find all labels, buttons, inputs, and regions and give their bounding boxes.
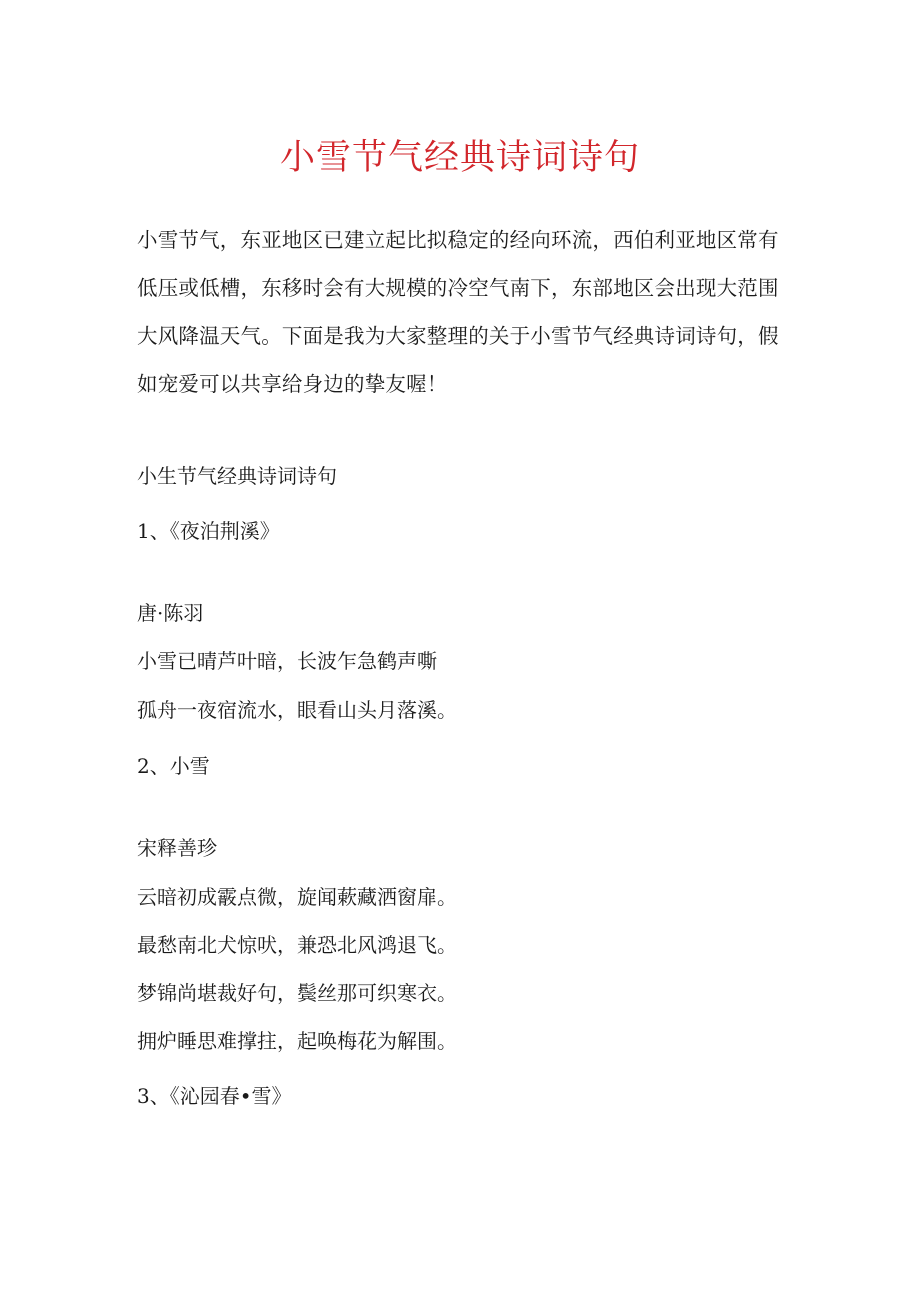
document-title: 小雪节气经典诗词诗句 [279, 138, 640, 178]
poem-1-author: 唐·陈羽 [137, 601, 204, 625]
poem-1-line: 小雪已晴芦叶暗，长波乍急鹤声嘶 [137, 649, 437, 673]
poem-2-heading: 2、小雪 [137, 754, 210, 778]
poem-2-line: 云暗初成霰点微，旋闻蔌藏洒窗扉。 [137, 885, 457, 909]
poem-1-heading: 1、《夜泊荆溪》 [137, 519, 280, 543]
poem-2-line: 梦锦尚堪裁好句，鬓丝那可织寒衣。 [137, 981, 457, 1005]
intro-paragraph: 小雪节气，东亚地区已建立起比拟稳定的经向环流，西伯利亚地区常有低压或低槽，东移时会有大规模的冷空气南下，东部地区会出现大范围大风降温天气。下面是我为大家整理的关于小雪节气经典诗词诗句，假如宠爱可以共享给身边的挚友喔！ [137, 228, 779, 396]
section-heading: 小生节气经典诗词诗句 [137, 464, 337, 488]
poem-3-heading: 3、《沁园春•雪》 [137, 1084, 292, 1108]
poem-2-line: 最愁南北犬惊吠，兼恐北风鸿退飞。 [137, 933, 457, 957]
poem-1-line: 孤舟一夜宿流水，眼看山头月落溪。 [137, 698, 457, 722]
poem-2-author: 宋释善珍 [137, 836, 217, 860]
poem-2-line: 拥炉睡思难撑拄，起唤梅花为解围。 [137, 1029, 457, 1053]
